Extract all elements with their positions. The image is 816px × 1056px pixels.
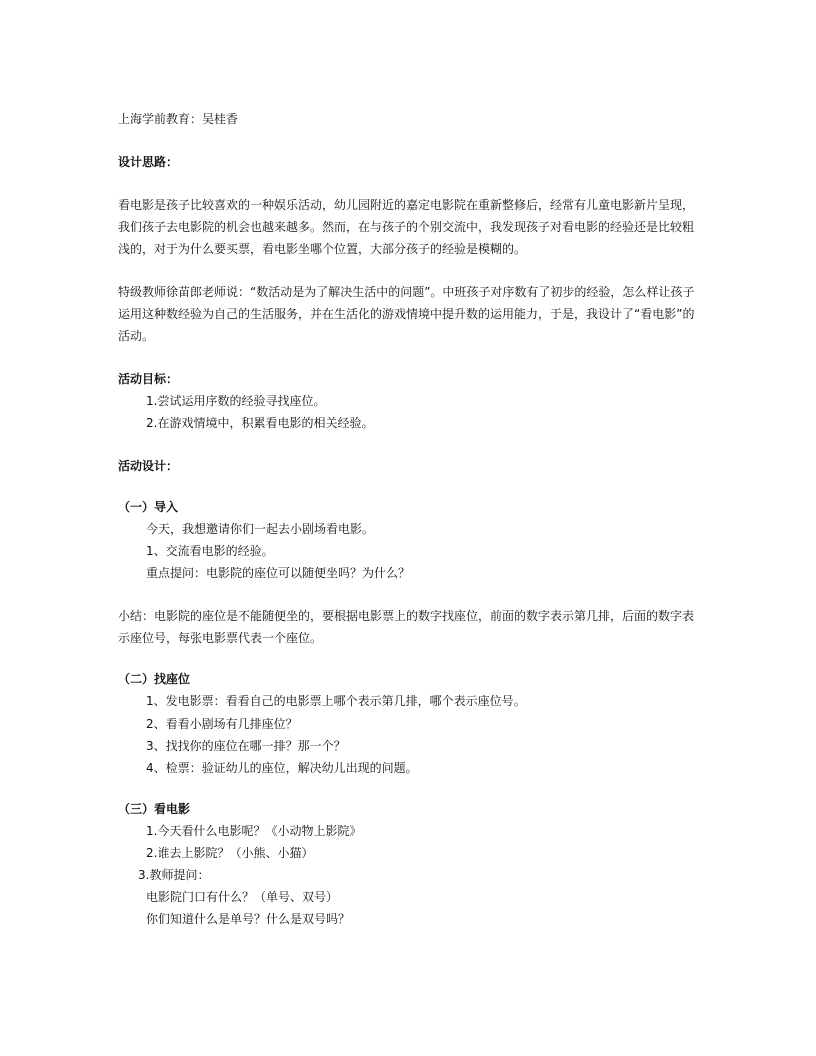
part-3-line-1: 1.今天看什么电影呢？《小动物上影院》 bbox=[146, 824, 362, 838]
design-idea-heading: 设计思路： bbox=[118, 155, 179, 169]
part-1-line-1: 今天，我想邀请你们一起去小剧场看电影。 bbox=[146, 522, 375, 536]
design-paragraph-2-line-2: 运用这种数经验为自己的生活服务，并在生活化的游戏情境中提升数的运用能力，于是，我设计了“看电影”的 bbox=[118, 307, 695, 321]
summary-line-1: 小结：电影院的座位是不能随便坐的，要根据电影票上的数字找座位，前面的数字表示第几排，后面的数字表 bbox=[118, 609, 695, 623]
part-3-line-2: 2.谁去上影院？（小熊、小猫） bbox=[146, 846, 314, 860]
design-paragraph-1-line-1: 看电影是孩子比较喜欢的一种娱乐活动，幼儿园附近的嘉定电影院在重新整修后，经常有儿童电影新片呈现， bbox=[118, 198, 695, 212]
part-3-line-4: 电影院门口有什么？（单号、双号） bbox=[146, 890, 339, 904]
part-3-line-3: 3.教师提问： bbox=[138, 868, 210, 882]
part-2-heading: （二）找座位 bbox=[118, 672, 191, 686]
part-2-line-2: 2、看看小剧场有几排座位？ bbox=[146, 717, 298, 731]
part-1-heading: （一）导入 bbox=[118, 500, 179, 514]
part-3-line-5: 你们知道什么是单号？什么是双号吗？ bbox=[146, 912, 351, 926]
activity-heading: 活动设计： bbox=[118, 459, 179, 473]
part-2-line-1: 1、发电影票：看看自己的电影票上哪个表示第几排，哪个表示座位号。 bbox=[146, 694, 526, 708]
part-1-line-2: 1、交流看电影的经验。 bbox=[146, 544, 274, 558]
summary-line-2: 示座位号，每张电影票代表一个座位。 bbox=[118, 631, 323, 645]
design-paragraph-2-line-3: 活动。 bbox=[118, 329, 155, 343]
design-paragraph-2-line-1: 特级教师徐苗郎老师说：“数活动是为了解决生活中的问题”。中班孩子对序数有了初步的经验，怎么样让孩子 bbox=[118, 285, 695, 299]
goal-item-1: 1.尝试运用序数的经验寻找座位。 bbox=[146, 394, 326, 408]
part-3-heading: （三）看电影 bbox=[118, 802, 191, 816]
goal-heading: 活动目标： bbox=[118, 372, 179, 386]
goal-item-2: 2.在游戏情境中，积累看电影的相关经验。 bbox=[146, 416, 374, 430]
design-paragraph-1-line-2: 我们孩子去电影院的机会也越来越多。然而，在与孩子的个别交流中，我发现孩子对看电影的经验还是比较粗 bbox=[118, 220, 695, 234]
part-1-line-3: 重点提问：电影院的座位可以随便坐吗？为什么？ bbox=[146, 566, 411, 580]
part-2-line-4: 4、检票：验证幼儿的座位，解决幼儿出现的问题。 bbox=[146, 761, 418, 775]
design-paragraph-1-line-3: 浅的，对于为什么要买票，看电影坐哪个位置，大部分孩子的经验是模糊的。 bbox=[118, 242, 527, 256]
part-2-line-3: 3、找找你的座位在哪一排？那一个？ bbox=[146, 739, 346, 753]
author-line: 上海学前教育：吴桂香 bbox=[118, 112, 239, 126]
